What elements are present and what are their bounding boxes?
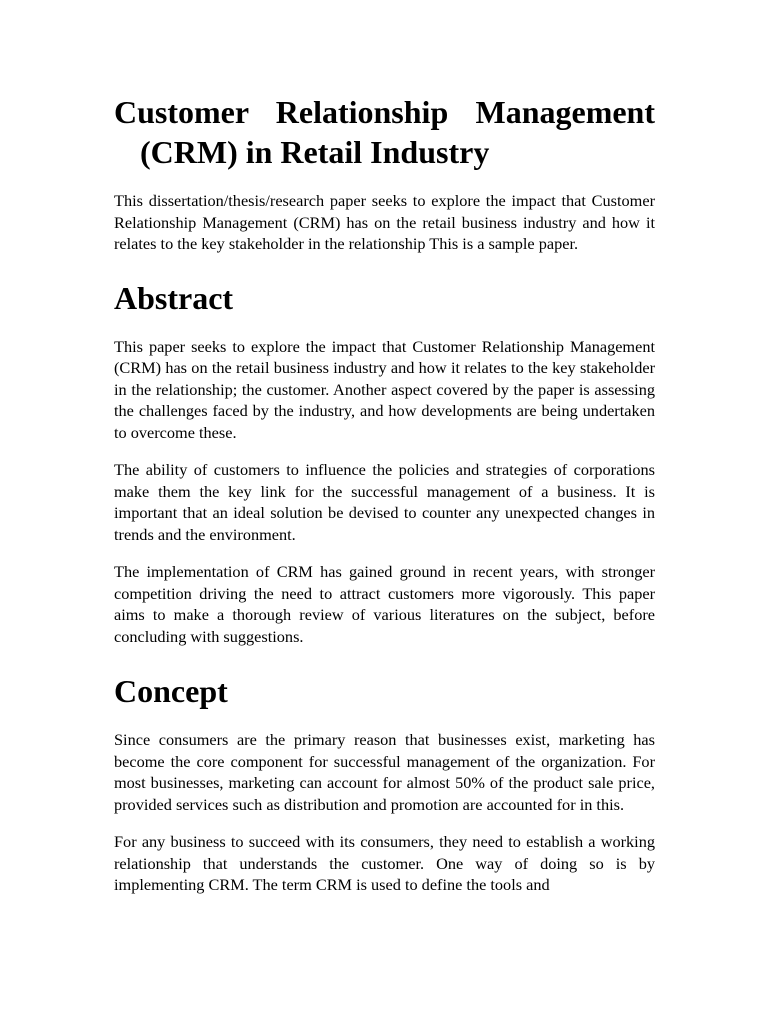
abstract-paragraph-3: The implementation of CRM has gained ground in recent years, with stronger competition driving the need to attract customers more vigorously. This paper aims to make a thorough review of various literatures on the subject, before concluding with suggestions. xyxy=(114,562,655,646)
concept-heading: Concept xyxy=(114,673,228,709)
abstract-paragraph-2: The ability of customers to influence the policies and strategies of corporations make them the key link for the successful management of a business. It is important that an ideal solution be devised to counter any unexpected changes in trends and the environment. xyxy=(114,460,655,544)
concept-paragraph-1: Since consumers are the primary reason that businesses exist, marketing has become the core component for successful management of the organization. For most businesses, marketing can account for almost 50% of the product sale price, provided services such as distribution and promotion are accounted for in this. xyxy=(114,730,655,814)
concept-paragraph-2: For any business to succeed with its consumers, they need to establish a working relationship that understands the customer. One way of doing so is by implementing CRM. The term CRM is used to define the tools and xyxy=(114,832,655,894)
abstract-heading: Abstract xyxy=(114,279,234,316)
abstract-paragraph-1: This paper seeks to explore the impact that Customer Relationship Management (CRM) has on the retail business industry and how it relates to the key stakeholder in the relationship; the customer. Another aspect covered by the paper is assessing the challenges faced by the industry, and how developments are being undertaken to overcome these. xyxy=(114,336,655,442)
document-page xyxy=(114,92,655,896)
document-title xyxy=(114,92,655,172)
intro-paragraph: This dissertation/thesis/research paper seeks to explore the impact that Customer Relationship Management (CRM) has on the retail business industry and how it relates to the key stakeholder in the relationship This is a sample paper. xyxy=(114,191,655,253)
document-title-line-1: Customer Relationship Management xyxy=(114,94,655,130)
document-title-line-2: (CRM) in Retail Industry xyxy=(140,134,490,170)
